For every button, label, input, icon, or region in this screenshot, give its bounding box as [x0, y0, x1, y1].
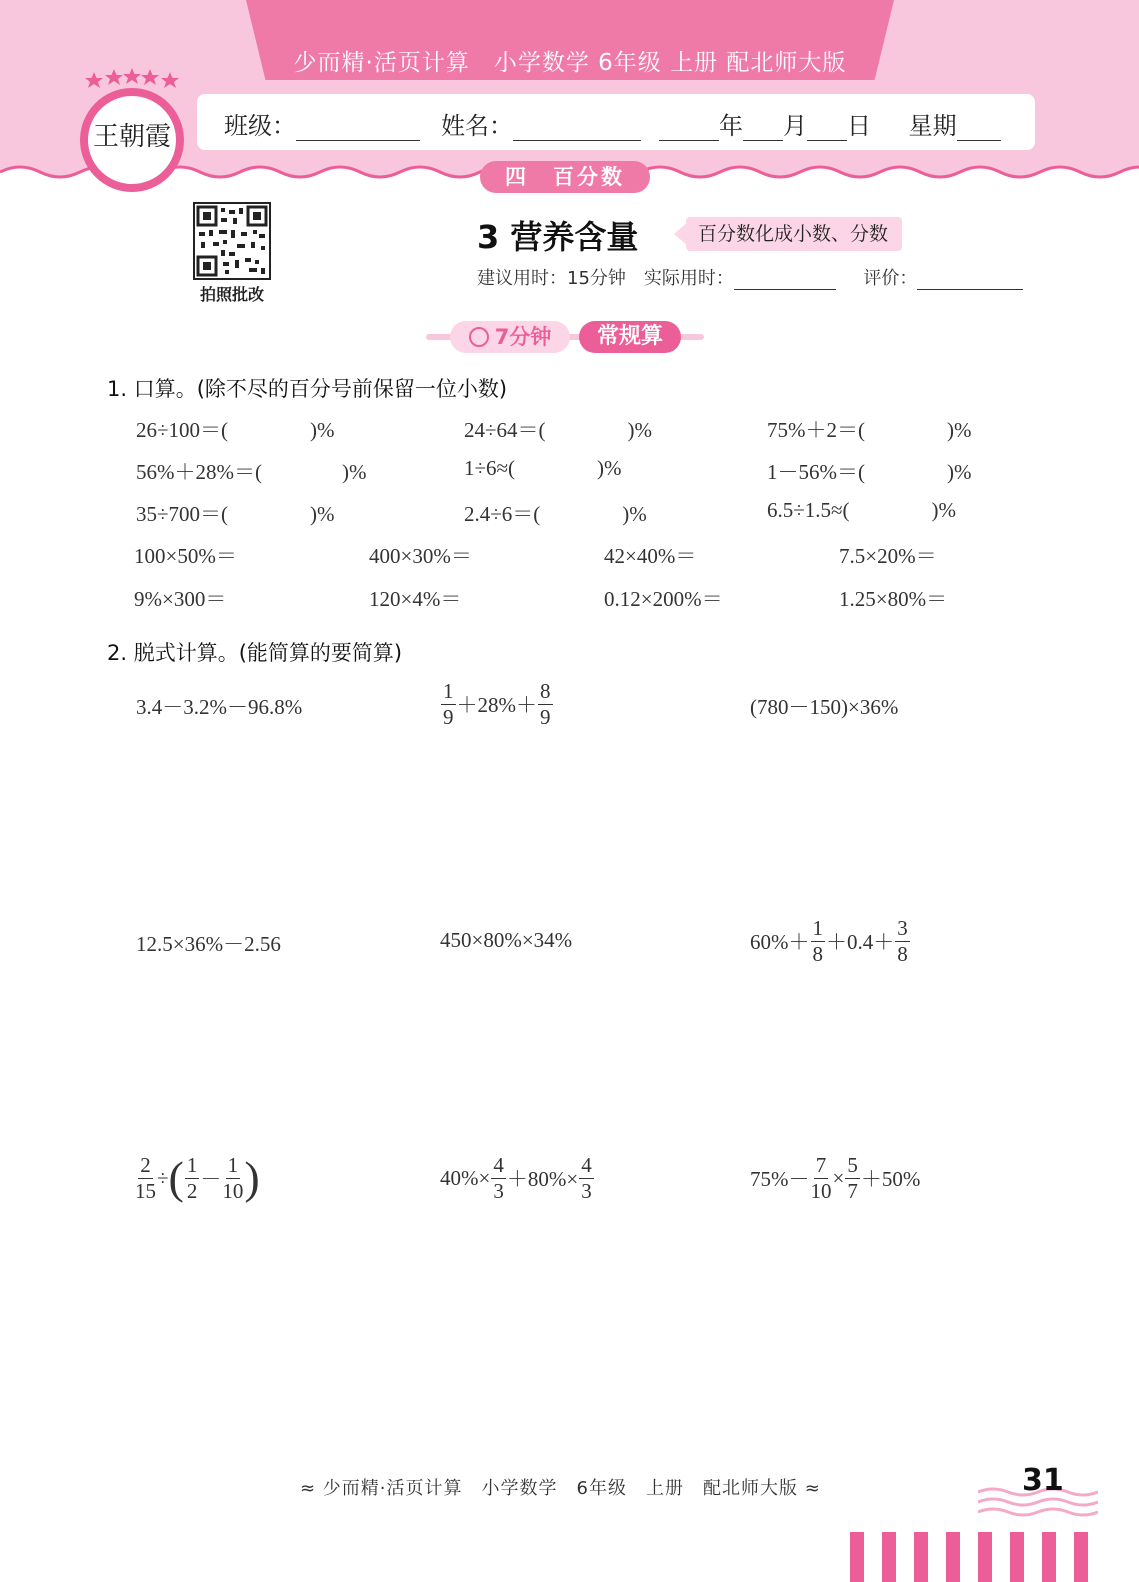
grade-label: 评价：: [863, 268, 918, 289]
footer-stripe: [850, 1532, 864, 1582]
q2-heading: 2. 脱式计算。(能简算的要简算): [107, 641, 403, 665]
lesson-title: 3 营养含量: [477, 218, 639, 256]
month-label: 月: [783, 112, 807, 140]
q1-product: 9%×300＝: [134, 587, 227, 611]
class-label: 班级：: [224, 112, 296, 140]
time-text: 建议用时：15分钟 实际用时：: [477, 268, 734, 289]
q2-expression: $\frac{1}{9}$ ＋28%＋ $\frac{8}{9}$: [443, 678, 551, 729]
q2-expression: 3.4－3.2%－96.8%: [136, 695, 303, 719]
year-label: 年: [719, 112, 743, 140]
q1-item: 6.5÷1.5≈( )%: [767, 498, 957, 522]
q1-item: 1÷6≈( )%: [464, 456, 622, 480]
name-field[interactable]: [441, 106, 641, 141]
q1-product: 7.5×20%＝: [839, 544, 937, 568]
page-number: 31: [1022, 1463, 1064, 1498]
name-label: 姓名：: [441, 112, 513, 140]
q2-expression: 60%＋ $\frac{1}{8}$ ＋0.4＋ $\frac{3}{8}$: [750, 915, 908, 966]
q1-product: 42×40%＝: [604, 544, 697, 568]
footer-stripe: [882, 1532, 896, 1582]
q1-heading: 1. 口算。(除不尽的百分号前保留一位小数): [107, 377, 508, 401]
q1-product: 0.12×200%＝: [604, 587, 723, 611]
q1-item: 2.4÷6＝( )%: [464, 502, 647, 526]
section-label: 常规算: [579, 321, 681, 353]
qr-label: 拍照批改: [199, 285, 264, 304]
qr-code-icon[interactable]: [193, 202, 271, 280]
time-info: [477, 264, 1023, 290]
q1-item: 35÷700＝( )%: [136, 502, 335, 526]
section-time: [450, 321, 570, 353]
q1-item: 1－56%＝( )%: [767, 460, 972, 484]
series-title: 少而精·活页计算 小学数学 6年级 上册 配北师大版: [293, 50, 847, 76]
q2-expression: 40%× $\frac{4}{3}$ ＋80%× $\frac{4}{3}$: [440, 1152, 592, 1203]
q1-item: 24÷64＝( )%: [464, 418, 653, 442]
q2-expression: $\frac{2}{15}$ ÷ ( $\frac{1}{2}$ － $\frac{1}{10}$ ): [135, 1152, 260, 1203]
section-time-text: 7分钟: [494, 325, 552, 349]
footer-stripe: [914, 1532, 928, 1582]
footer-series: ≈ 少而精·活页计算 小学数学 6年级 上册 配北师大版 ≈: [300, 1478, 821, 1499]
footer-stripe: [978, 1532, 992, 1582]
q1-product: 120×4%＝: [369, 587, 462, 611]
lesson-tag: 百分数化成小数、分数: [686, 217, 902, 251]
day-label: 日: [847, 112, 871, 140]
weekday-label: 星期: [908, 112, 957, 140]
footer-stripe: [1042, 1532, 1056, 1582]
medal-icon: [469, 327, 489, 347]
date-field[interactable]: [659, 106, 1001, 141]
footer-stripe: [946, 1532, 960, 1582]
q2-expression: 75%－ $\frac{7}{10}$ × $\frac{5}{7}$ ＋50%: [750, 1152, 921, 1203]
q2-expression: 450×80%×34%: [440, 928, 573, 952]
q2-expression: 12.5×36%－2.56: [136, 932, 281, 956]
footer-stripe: [1010, 1532, 1024, 1582]
q1-product: 1.25×80%＝: [839, 587, 948, 611]
class-field[interactable]: [224, 106, 420, 141]
brand-logo-text: 王朝霞: [92, 122, 171, 152]
q2-expression: (780－150)×36%: [750, 695, 899, 719]
q1-product: 400×30%＝: [369, 544, 472, 568]
q1-item: 26÷100＝( )%: [136, 418, 335, 442]
q1-product: 100×50%＝: [134, 544, 237, 568]
q1-item: 75%＋2＝( )%: [767, 418, 972, 442]
footer-stripe: [1074, 1532, 1088, 1582]
chapter-title: 四 百分数: [480, 161, 650, 193]
q1-item: 56%＋28%＝( )%: [136, 460, 367, 484]
